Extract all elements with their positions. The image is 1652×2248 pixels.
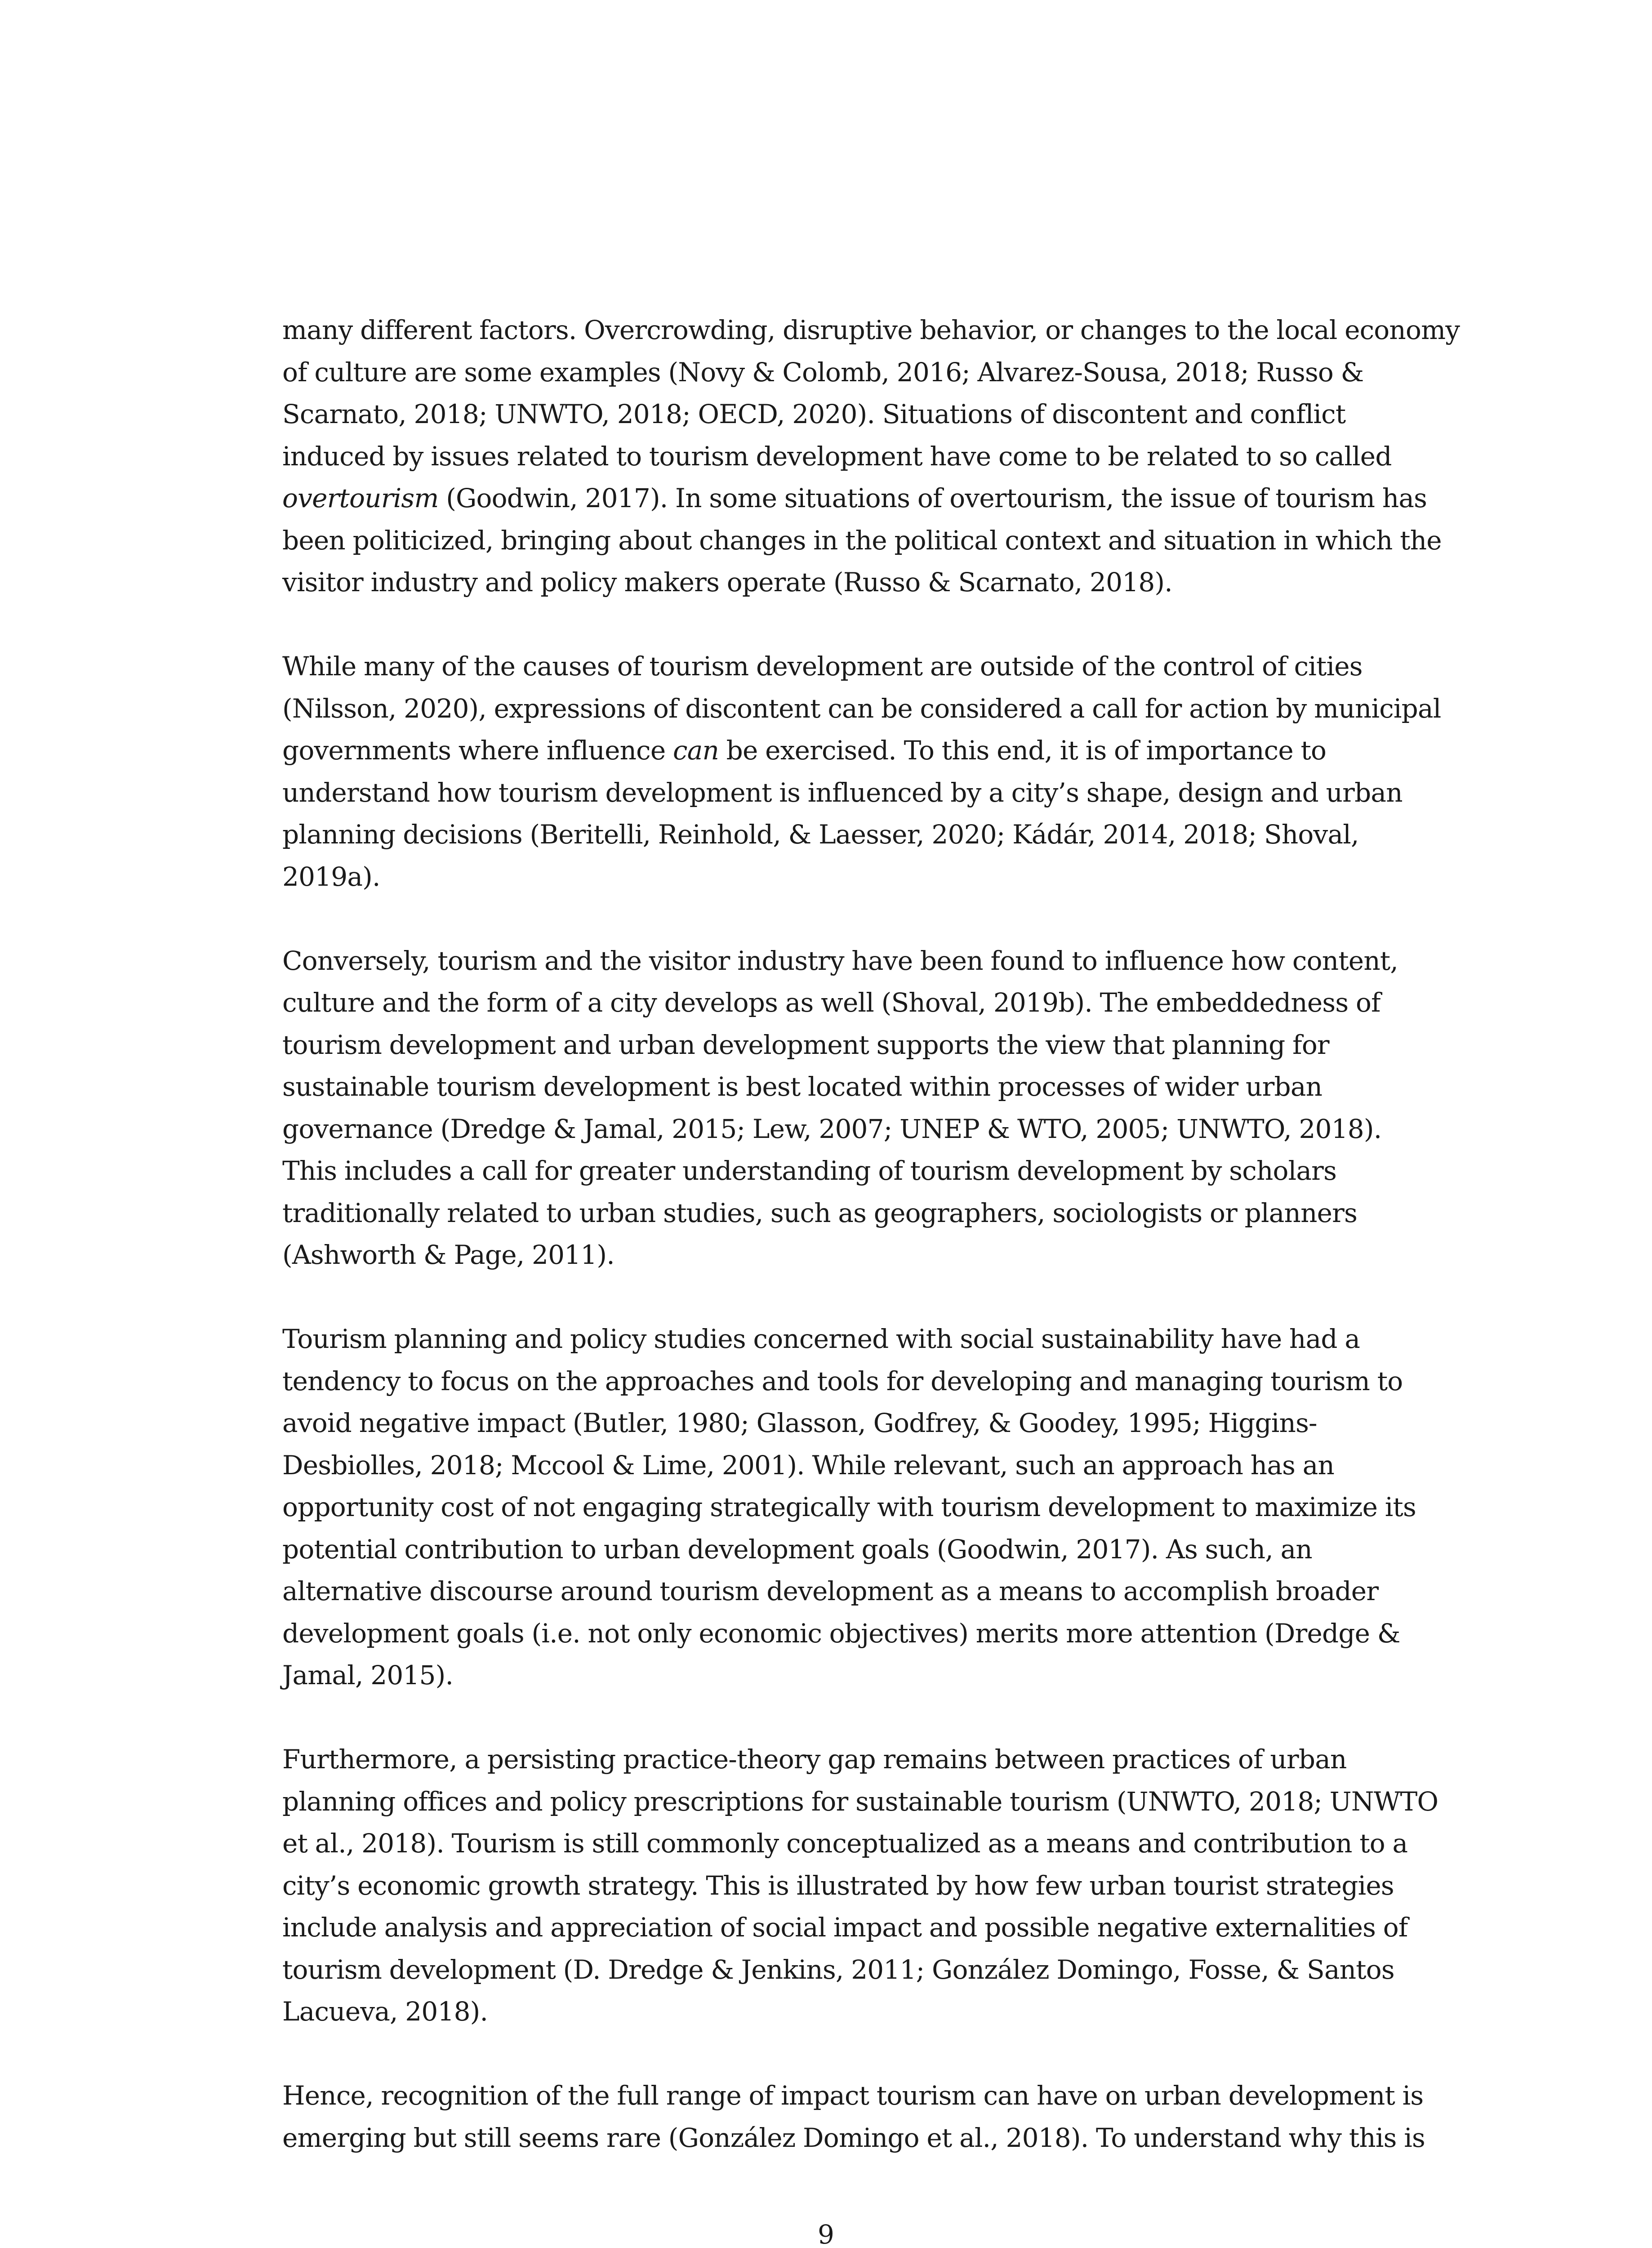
text-segment: avoid negative impact (Butler, 1980; Glasson, Godfrey, & Goodey, 1995; Higgins- — [282, 1408, 1317, 1438]
text-segment: governments where influence — [282, 735, 673, 766]
text-segment: alternative discourse around tourism development as a means to accomplish broader — [282, 1576, 1379, 1606]
text-segment: Jamal, 2015). — [282, 1660, 454, 1690]
text-segment: be exercised. To this end, it is of importance to — [719, 735, 1327, 766]
text-segment: opportunity cost of not engaging strategically with tourism development to maximize its — [282, 1492, 1416, 1522]
text-line — [282, 1907, 1496, 1949]
text-segment: governance (Dredge & Jamal, 2015; Lew, 2007; UNEP & WTO, 2005; UNWTO, 2018). — [282, 1113, 1382, 1144]
text-line — [282, 2117, 1496, 2159]
emphasized-text: can — [673, 735, 719, 766]
text-segment: sustainable tourism development is best located within processes of wider urban — [282, 1071, 1322, 1102]
text-segment: planning offices and policy prescriptions for sustainable tourism (UNWTO, 2018; UNWTO — [282, 1786, 1438, 1817]
text-line — [282, 856, 1496, 898]
text-line — [282, 646, 1496, 688]
text-line — [282, 1108, 1496, 1151]
text-line — [282, 1823, 1496, 1865]
paragraph — [282, 309, 1496, 604]
text-line — [282, 688, 1496, 730]
text-line — [282, 1865, 1496, 1907]
emphasized-text: overtourism — [282, 483, 439, 513]
paragraph — [282, 2075, 1496, 2159]
text-segment: emerging but still seems rare (González Domingo et al., 2018). To understand why this is — [282, 2122, 1425, 2153]
paragraph — [282, 646, 1496, 898]
text-segment: visitor industry and policy makers operate (Russo & Scarnato, 2018). — [282, 567, 1172, 598]
text-line — [282, 436, 1496, 478]
text-line — [282, 1613, 1496, 1655]
text-line — [282, 1360, 1496, 1403]
text-line — [282, 814, 1496, 856]
paragraph — [282, 940, 1496, 1276]
text-line — [282, 1318, 1496, 1360]
text-line — [282, 393, 1496, 436]
text-segment: This includes a call for greater understanding of tourism development by scholars — [282, 1155, 1337, 1186]
text-segment: et al., 2018). Tourism is still commonly conceptualized as a means and contribution to a — [282, 1828, 1408, 1859]
text-line — [282, 1234, 1496, 1276]
text-segment: (Ashworth & Page, 2011). — [282, 1240, 614, 1270]
text-segment: Lacueva, 2018). — [282, 1996, 488, 2027]
text-segment: tourism development and urban development supports the view that planning for — [282, 1029, 1329, 1060]
text-line — [282, 1655, 1496, 1697]
text-segment: planning decisions (Beritelli, Reinhold, & Laesser, 2020; Kádár, 2014, 2018; Shoval, — [282, 819, 1359, 850]
text-line — [282, 772, 1496, 814]
text-segment: city’s economic growth strategy. This is illustrated by how few urban tourist strategies — [282, 1870, 1394, 1901]
text-line — [282, 1445, 1496, 1487]
text-line — [282, 477, 1496, 520]
paragraph — [282, 1739, 1496, 2033]
text-segment: of culture are some examples (Novy & Colomb, 2016; Alvarez-Sousa, 2018; Russo & — [282, 357, 1364, 388]
text-line — [282, 1150, 1496, 1192]
text-line — [282, 1991, 1496, 2033]
text-segment: development goals (i.e. not only economic objectives) merits more attention (Dredge & — [282, 1618, 1400, 1649]
text-segment: traditionally related to urban studies, such as geographers, sociologists or planners — [282, 1197, 1358, 1228]
text-segment: Conversely, tourism and the visitor industry have been found to influence how content, — [282, 945, 1398, 976]
text-segment: 2019a). — [282, 861, 380, 892]
text-line — [282, 562, 1496, 604]
text-line — [282, 309, 1496, 352]
text-line — [282, 982, 1496, 1024]
text-segment: culture and the form of a city develops as well (Shoval, 2019b). The embeddedness of — [282, 987, 1380, 1018]
text-line — [282, 1570, 1496, 1613]
text-line — [282, 1949, 1496, 1991]
text-line — [282, 1739, 1496, 1781]
text-segment: understand how tourism development is influenced by a city’s shape, design and urban — [282, 777, 1403, 808]
text-line — [282, 2075, 1496, 2117]
text-segment: many different factors. Overcrowding, disruptive behavior, or changes to the local economy — [282, 315, 1460, 345]
text-segment: tourism development (D. Dredge & Jenkins, 2011; González Domingo, Fosse, & Santos — [282, 1954, 1394, 1985]
text-segment: Scarnato, 2018; UNWTO, 2018; OECD, 2020). Situations of discontent and conflict — [282, 399, 1346, 429]
text-segment: Furthermore, a persisting practice-theory gap remains between practices of urban — [282, 1744, 1347, 1775]
text-segment: Tourism planning and policy studies concerned with social sustainability have had a — [282, 1324, 1360, 1354]
text-segment: (Nilsson, 2020), expressions of discontent can be considered a call for action by municipal — [282, 693, 1441, 724]
text-segment: Desbiolles, 2018; Mccool & Lime, 2001). While relevant, such an approach has an — [282, 1450, 1335, 1481]
text-segment: been politicized, bringing about changes in the political context and situation in which the — [282, 525, 1442, 556]
text-segment: (Goodwin, 2017). In some situations of overtourism, the issue of tourism has — [438, 483, 1427, 513]
text-segment: While many of the causes of tourism development are outside of the control of cities — [282, 651, 1363, 682]
text-line — [282, 520, 1496, 562]
text-line — [282, 1529, 1496, 1571]
text-line — [282, 1024, 1496, 1066]
text-line — [282, 1781, 1496, 1823]
text-line — [282, 940, 1496, 982]
body-text — [282, 309, 1496, 2159]
text-line — [282, 1486, 1496, 1529]
paragraph — [282, 1318, 1496, 1697]
page-number: 9 — [818, 2219, 834, 2248]
text-line — [282, 1402, 1496, 1445]
text-segment: Hence, recognition of the full range of impact tourism can have on urban development is — [282, 2080, 1424, 2111]
text-segment: potential contribution to urban development goals (Goodwin, 2017). As such, an — [282, 1534, 1312, 1565]
text-line — [282, 1066, 1496, 1108]
text-segment: tendency to focus on the approaches and tools for developing and managing tourism to — [282, 1365, 1403, 1396]
text-line — [282, 1192, 1496, 1235]
text-line — [282, 352, 1496, 394]
text-segment: induced by issues related to tourism development have come to be related to so called — [282, 441, 1392, 472]
text-segment: include analysis and appreciation of social impact and possible negative externalities of — [282, 1912, 1408, 1943]
text-line — [282, 730, 1496, 772]
